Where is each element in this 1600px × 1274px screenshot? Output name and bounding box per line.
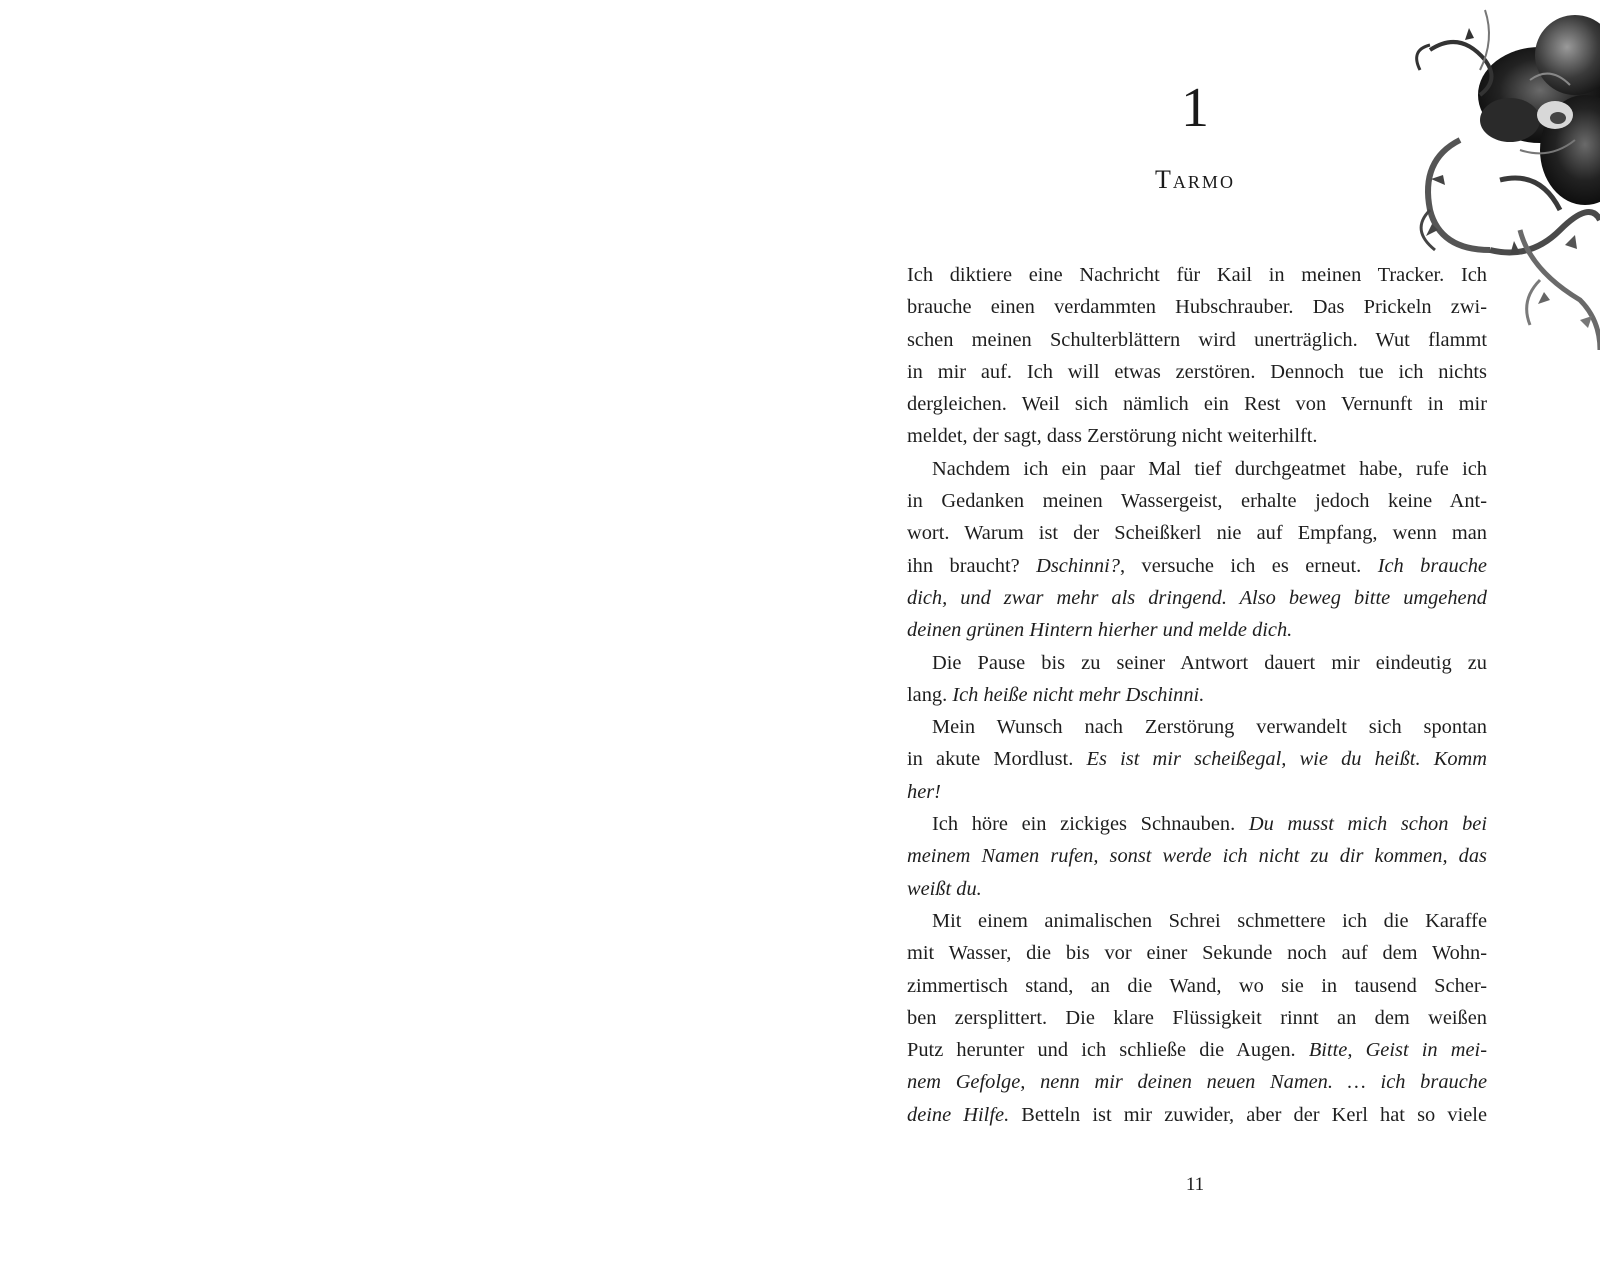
text-line (907, 743, 1487, 775)
text-line (907, 776, 1487, 808)
italic-segment: Bitte, Geist in mei- (1308, 1039, 1488, 1062)
text-segment: Putz herunter und ich schließe die Augen. (907, 1039, 1309, 1062)
text-line (907, 291, 1487, 323)
text-line (907, 550, 1487, 582)
text-line (907, 485, 1487, 517)
text-segment: in akute Mordlust. (907, 748, 1087, 771)
paragraph (907, 453, 1487, 647)
italic-segment: her! (907, 780, 941, 803)
chapter-title: Tarmo (1155, 165, 1235, 194)
text-segment: in mir auf. Ich will etwas zerstören. Dennoch tue ich nichts (907, 360, 1487, 383)
italic-segment: Du musst mich schon bei (1248, 813, 1487, 836)
text-line (907, 356, 1487, 388)
italic-segment: Ich heiße nicht mehr Dschinni. (952, 683, 1205, 706)
italic-segment: Ich brauche (1377, 554, 1487, 577)
text-segment: ihn braucht? (907, 554, 1037, 577)
text-line (907, 840, 1487, 872)
paragraph (907, 647, 1487, 712)
text-segment: in Gedanken meinen Wassergeist, erhalte jedoch keine Ant- (907, 490, 1487, 513)
text-segment: Mit einem animalischen Schrei schmettere ich die Karaffe (932, 909, 1487, 932)
text-line (907, 808, 1487, 840)
text-segment: meldet, der sagt, dass Zerstörung nicht weiterhilft. (907, 425, 1318, 448)
italic-segment: Es ist mir scheißegal, wie du heißt. Komm (1086, 748, 1487, 771)
text-segment: wort. Warum ist der Scheißkerl nie auf Empfang, wenn man (907, 522, 1487, 545)
italic-segment: meinem Namen rufen, sonst werde ich nicht zu dir kommen, das (907, 845, 1487, 868)
text-segment: zimmertisch stand, an die Wand, wo sie in tausend Scher- (907, 974, 1487, 997)
paragraph (907, 905, 1487, 1131)
text-line (907, 873, 1487, 905)
text-line (907, 1066, 1487, 1098)
text-line (907, 420, 1487, 452)
text-line (907, 324, 1487, 356)
italic-segment: Dschinni? (1036, 554, 1120, 577)
text-segment: mit Wasser, die bis vor einer Sekunde noch auf dem Wohn- (907, 942, 1487, 965)
text-segment: schen meinen Schulterblättern wird unerträglich. Wut flammt (907, 328, 1487, 351)
chapter-body-text (907, 259, 1487, 1131)
text-line (907, 711, 1487, 743)
paragraph (907, 711, 1487, 808)
text-segment: Betteln ist mir zuwider, aber der Kerl hat so viele (1009, 1103, 1487, 1126)
text-segment: Ich diktiere eine Nachricht für Kail in meinen Tracker. Ich (907, 264, 1487, 286)
text-line (907, 453, 1487, 485)
italic-segment: dich, und zwar mehr als dringend. Also beweg bitte umgehend (907, 586, 1487, 609)
text-segment: Mein Wunsch nach Zerstörung verwandelt sich spontan (932, 716, 1487, 739)
text-line (907, 614, 1487, 646)
text-line (907, 647, 1487, 679)
page-number: 11 (1185, 1174, 1205, 1195)
text-line (907, 679, 1487, 711)
italic-segment: deinen grünen Hintern hierher und melde dich. (907, 619, 1293, 642)
text-segment: brauche einen verdammten Hubschrauber. Das Prickeln zwi- (907, 296, 1487, 319)
chapter-number: 1 (1181, 77, 1209, 139)
text-segment: dergleichen. Weil sich nämlich ein Rest von Vernunft in mir (907, 393, 1487, 416)
text-line (907, 905, 1487, 937)
text-line (907, 970, 1487, 1002)
italic-segment: nem Gefolge, nenn mir deinen neuen Namen. … ich brauche (907, 1071, 1487, 1094)
text-line (907, 388, 1487, 420)
paragraph (907, 259, 1487, 453)
text-line (907, 1034, 1487, 1066)
text-segment: ben zersplittert. Die klare Flüssigkeit rinnt an dem weißen (907, 1006, 1487, 1029)
text-line (907, 1099, 1487, 1131)
text-line (907, 582, 1487, 614)
italic-segment: weißt du. (907, 877, 982, 900)
text-line (907, 517, 1487, 549)
text-segment: Ich höre ein zickiges Schnauben. (932, 813, 1249, 836)
text-line (907, 259, 1487, 291)
text-line (907, 937, 1487, 969)
text-segment: , versuche ich es erneut. (1119, 554, 1378, 577)
paragraph (907, 808, 1487, 905)
text-line (907, 1002, 1487, 1034)
text-segment: Die Pause bis zu seiner Antwort dauert mir eindeutig zu (932, 651, 1487, 674)
text-segment: Nachdem ich ein paar Mal tief durchgeatmet habe, rufe ich (932, 457, 1487, 480)
italic-segment: deine Hilfe. (907, 1103, 1010, 1126)
text-segment: lang. (907, 683, 953, 706)
